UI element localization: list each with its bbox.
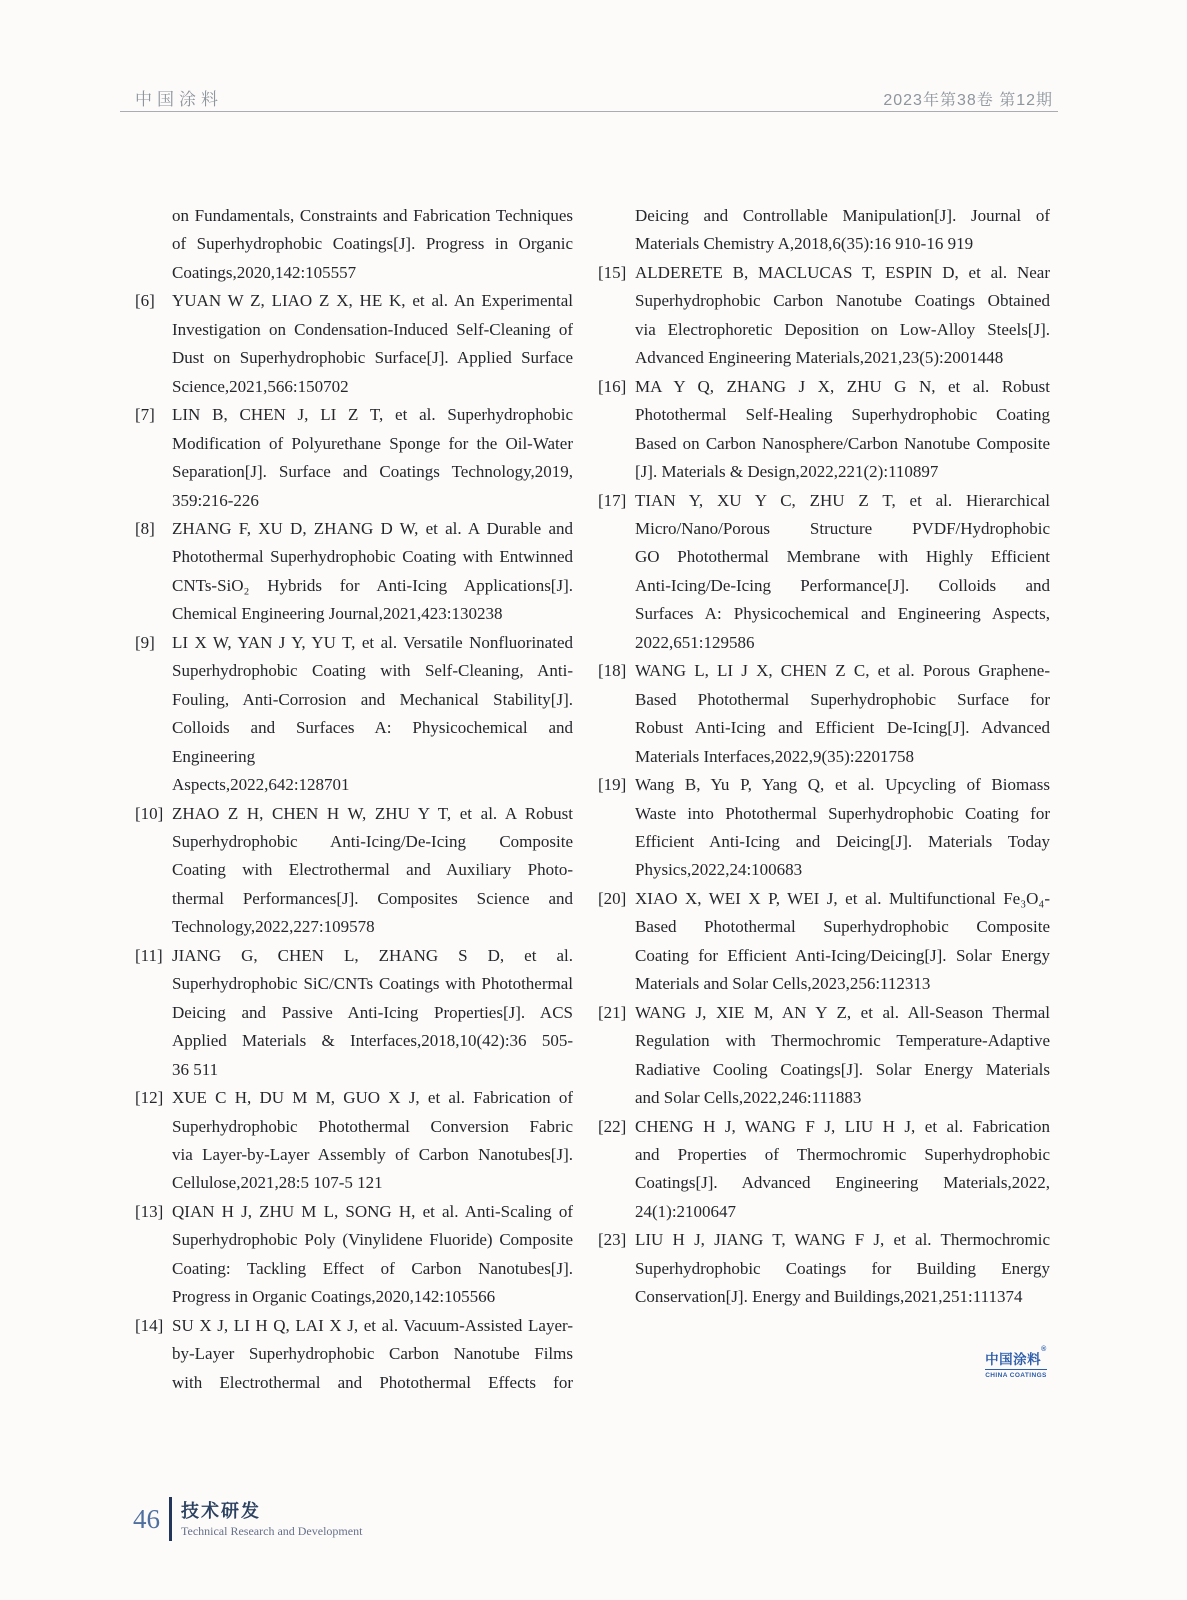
reference-line: Materials Interfaces,2022,9(35):2201758 [635, 746, 914, 766]
reference-number: [18] [598, 661, 627, 681]
reference-line: Coating for Efficient Anti-Icing/Deicing[J]. Solar Energy [635, 945, 1050, 965]
reference-line: Radiative Cooling Coatings[J]. Solar Energy Materials [635, 1059, 1050, 1079]
reference-line: Dust on Superhydrophobic Surface[J]. Applied Surface [172, 348, 573, 368]
reference-number: [7] [135, 405, 155, 425]
reference-line: Regulation with Thermochromic Temperature-Adaptive [635, 1031, 1050, 1051]
logo-chinese-text: 中国涂料® [985, 1346, 1047, 1367]
reference-line: LI X W, YAN J Y, YU T, et al. Versatile Nonfluorinated [172, 632, 573, 652]
reference-text [172, 1312, 573, 1397]
reference-number: [22] [598, 1116, 627, 1136]
reference-number: [19] [598, 775, 627, 795]
reference-number: [9] [135, 632, 155, 652]
reference-line: ALDERETE B, MACLUCAS T, ESPIN D, et al. Near [635, 262, 1050, 282]
reference-line: Deicing and Passive Anti-Icing Properties[J]. ACS [172, 1002, 573, 1022]
reference-item [598, 487, 1050, 658]
reference-line: Advanced Engineering Materials,2021,23(5):2001448 [635, 348, 1004, 368]
reference-line: SU X J, LI H Q, LAI X J, et al. Vacuum-Assisted Layer- [172, 1315, 573, 1335]
reference-item [135, 942, 573, 1084]
reference-line: WANG L, LI J X, CHEN Z C, et al. Porous Graphene- [635, 661, 1050, 681]
reference-line: Based on Carbon Nanosphere/Carbon Nanotube Composite [635, 433, 1050, 453]
header-issue-info: 2023年第38卷 第12期 [883, 92, 1053, 109]
reference-line: 359:216-226 [172, 490, 259, 510]
reference-text [172, 515, 573, 629]
reference-text [635, 1226, 1050, 1311]
reference-text [635, 885, 1050, 999]
reference-line: Modification of Polyurethane Sponge for the Oil-Water [172, 433, 573, 453]
reference-line: Wang B, Yu P, Yang Q, et al. Upcycling of Biomass [635, 775, 1050, 795]
reference-number: [20] [598, 888, 627, 908]
reference-item [135, 629, 573, 800]
reference-number: [14] [135, 1315, 164, 1335]
china-coatings-logo [985, 1348, 1047, 1379]
reference-text [172, 401, 573, 515]
reference-line: XIAO X, WEI X P, WEI J, et al. Multifunctional Fe₃O₄- [635, 888, 1050, 908]
reference-line: Progress in Organic Coatings,2020,142:105566 [172, 1287, 496, 1307]
reference-text [635, 259, 1050, 373]
reference-item [135, 800, 573, 942]
reference-line: Technology,2022,227:109578 [172, 917, 375, 937]
reference-line: Colloids and Surfaces A: Physicochemical and Engineering [172, 718, 573, 766]
reference-text [172, 287, 573, 401]
reference-line: ZHAO Z H, CHEN H W, ZHU Y T, et al. A Robust [172, 803, 573, 823]
reference-line: Superhydrophobic Coatings for Building Energy [635, 1258, 1050, 1278]
section-title-cn: 技术研发 [181, 1500, 261, 1521]
footer-divider-bar [169, 1497, 172, 1541]
reference-line: 24(1):2100647 [635, 1201, 737, 1221]
reference-line: XUE C H, DU M M, GUO X J, et al. Fabrication of [172, 1088, 573, 1108]
reference-text [635, 657, 1050, 771]
reference-item [135, 401, 573, 515]
reference-line: WANG J, XIE M, AN Y Z, et al. All-Season Thermal [635, 1002, 1050, 1022]
reference-line: Materials Chemistry A,2018,6(35):16 910-16 919 [635, 234, 974, 254]
reference-number: [21] [598, 1002, 627, 1022]
reference-text [172, 942, 573, 1084]
reference-line: Surfaces A: Physicochemical and Engineering Aspects, [635, 604, 1050, 624]
section-title-en: Technical Research and Development [181, 1524, 363, 1539]
reference-number: [12] [135, 1088, 164, 1108]
reference-line: Superhydrophobic Poly (Vinylidene Fluoride) Composite [172, 1230, 573, 1250]
reference-line: Anti-Icing/De-Icing Performance[J]. Colloids and [635, 575, 1050, 595]
page-number: 46 [133, 1503, 160, 1534]
reference-line: TIAN Y, XU Y C, ZHU Z T, et al. Hierarchical [635, 490, 1050, 510]
reference-line: Investigation on Condensation-Induced Self-Cleaning of [172, 319, 573, 339]
reference-item [135, 1084, 573, 1198]
reference-line: Superhydrophobic Photothermal Conversion Fabric [172, 1116, 573, 1136]
reference-item [135, 1198, 573, 1312]
reference-text [172, 800, 573, 942]
reference-line: via Layer-by-Layer Assembly of Carbon Nanotubes[J]. [172, 1144, 573, 1164]
registered-mark-icon: ® [1041, 1346, 1047, 1353]
page-footer [133, 1497, 362, 1541]
reference-line: Materials and Solar Cells,2023,256:112313 [635, 974, 931, 994]
reference-item [598, 885, 1050, 999]
reference-line: Coating with Electrothermal and Auxiliary Photo- [172, 860, 573, 880]
reference-line: Superhydrophobic Carbon Nanotube Coatings Obtained [635, 291, 1050, 311]
reference-text [635, 771, 1050, 885]
reference-line: Physics,2022,24:100683 [635, 860, 803, 880]
reference-number: [15] [598, 262, 627, 282]
reference-item [135, 202, 573, 287]
reference-line: Cellulose,2021,28:5 107-5 121 [172, 1173, 383, 1193]
reference-line: Science,2021,566:150702 [172, 376, 349, 396]
reference-item [598, 999, 1050, 1113]
reference-line: Aspects,2022,642:128701 [172, 775, 350, 795]
reference-text [172, 1084, 573, 1198]
reference-line: thermal Performances[J]. Composites Science and [172, 888, 573, 908]
reference-line: MA Y Q, ZHANG J X, ZHU G N, et al. Robust [635, 376, 1050, 396]
reference-number: [23] [598, 1230, 627, 1250]
reference-number: [6] [135, 291, 155, 311]
reference-text [172, 629, 573, 800]
reference-line: Based Photothermal Superhydrophobic Composite [635, 917, 1050, 937]
reference-line: Coatings[J]. Advanced Engineering Materials,2022, [635, 1173, 1050, 1193]
references-column-left [135, 202, 573, 1397]
header-journal-name: 中国涂料 [135, 90, 223, 109]
reference-line: Deicing and Controllable Manipulation[J]. Journal of [635, 206, 1050, 225]
reference-item [598, 657, 1050, 771]
reference-item [598, 202, 1050, 259]
reference-line: ZHANG F, XU D, ZHANG D W, et al. A Durable and [172, 518, 573, 538]
reference-line: Based Photothermal Superhydrophobic Surface for [635, 689, 1050, 709]
reference-line: 36 511 [172, 1059, 219, 1079]
reference-line: of Superhydrophobic Coatings[J]. Progress in Organic [172, 234, 573, 254]
reference-item [598, 1226, 1050, 1311]
reference-line: Superhydrophobic Anti-Icing/De-Icing Composite [172, 831, 573, 851]
reference-line: Fouling, Anti-Corrosion and Mechanical Stability[J]. [172, 689, 573, 709]
reference-item [598, 373, 1050, 487]
reference-number: [11] [135, 945, 163, 965]
reference-text [635, 373, 1050, 487]
reference-line: LIU H J, JIANG T, WANG F J, et al. Thermochromic [635, 1230, 1050, 1250]
reference-line: and Properties of Thermochromic Superhydrophobic [635, 1144, 1050, 1164]
reference-line: Waste into Photothermal Superhydrophobic Coating for [635, 803, 1050, 823]
reference-line: Coating: Tackling Effect of Carbon Nanotubes[J]. [172, 1258, 573, 1278]
logo-english-text: CHINA COATINGS [985, 1372, 1047, 1379]
reference-line: Superhydrophobic SiC/CNTs Coatings with Photothermal [172, 974, 573, 994]
reference-number: [17] [598, 490, 627, 510]
reference-number: [16] [598, 376, 627, 396]
header-rule [120, 111, 1058, 112]
reference-line: Applied Materials & Interfaces,2018,10(42):36 505- [172, 1031, 573, 1051]
reference-line: GO Photothermal Membrane with Highly Efficient [635, 547, 1050, 567]
reference-text [635, 1113, 1050, 1227]
reference-line: Separation[J]. Surface and Coatings Technology,2019, [172, 462, 573, 482]
reference-item [598, 771, 1050, 885]
reference-line: Photothermal Self-Healing Superhydrophobic Coating [635, 405, 1050, 425]
logo-divider [985, 1369, 1047, 1370]
reference-text [172, 202, 573, 287]
reference-text [635, 487, 1050, 658]
reference-line: Superhydrophobic Coating with Self-Cleaning, Anti- [172, 661, 573, 681]
reference-item [598, 1113, 1050, 1227]
reference-line: Coatings,2020,142:105557 [172, 262, 357, 282]
reference-line: CHENG H J, WANG F J, LIU H J, et al. Fabrication [635, 1116, 1050, 1136]
reference-line: via Electrophoretic Deposition on Low-Alloy Steels[J]. [635, 319, 1050, 339]
reference-line: QIAN H J, ZHU M L, SONG H, et al. Anti-Scaling of [172, 1201, 573, 1221]
reference-number: [10] [135, 803, 164, 823]
reference-line: Efficient Anti-Icing and Deicing[J]. Materials Today [635, 831, 1050, 851]
reference-text [635, 202, 1050, 259]
reference-item [135, 287, 573, 401]
reference-line: Photothermal Superhydrophobic Coating with Entwinned [172, 547, 573, 567]
reference-number: [13] [135, 1201, 164, 1221]
reference-line: [J]. Materials & Design,2022,221(2):110897 [635, 462, 939, 482]
reference-item [135, 1312, 573, 1397]
reference-line: and Solar Cells,2022,246:111883 [635, 1088, 862, 1108]
reference-text [172, 1198, 573, 1312]
reference-line: 2022,651:129586 [635, 632, 755, 652]
reference-line: JIANG G, CHEN L, ZHANG S D, et al. [172, 945, 573, 965]
reference-item [135, 515, 573, 629]
reference-line: Micro/Nano/Porous Structure PVDF/Hydrophobic [635, 518, 1050, 538]
reference-line: on Fundamentals, Constraints and Fabrication Techniques [172, 206, 573, 225]
references-column-right [598, 202, 1050, 1312]
reference-item [598, 259, 1050, 373]
reference-line: by-Layer Superhydrophobic Carbon Nanotube Films [172, 1344, 573, 1364]
reference-number: [8] [135, 518, 155, 538]
reference-line: with Electrothermal and Photothermal Effects for [172, 1372, 573, 1392]
reference-line: LIN B, CHEN J, LI Z T, et al. Superhydrophobic [172, 405, 573, 425]
reference-line: CNTs-SiO₂ Hybrids for Anti-Icing Applications[J]. [172, 575, 573, 595]
reference-line: Robust Anti-Icing and Efficient De-Icing[J]. Advanced [635, 718, 1050, 738]
reference-line: Chemical Engineering Journal,2021,423:130238 [172, 604, 503, 624]
reference-line: Conservation[J]. Energy and Buildings,2021,251:111374 [635, 1287, 1023, 1307]
reference-line: YUAN W Z, LIAO Z X, HE K, et al. An Experimental [172, 291, 573, 311]
reference-text [635, 999, 1050, 1113]
